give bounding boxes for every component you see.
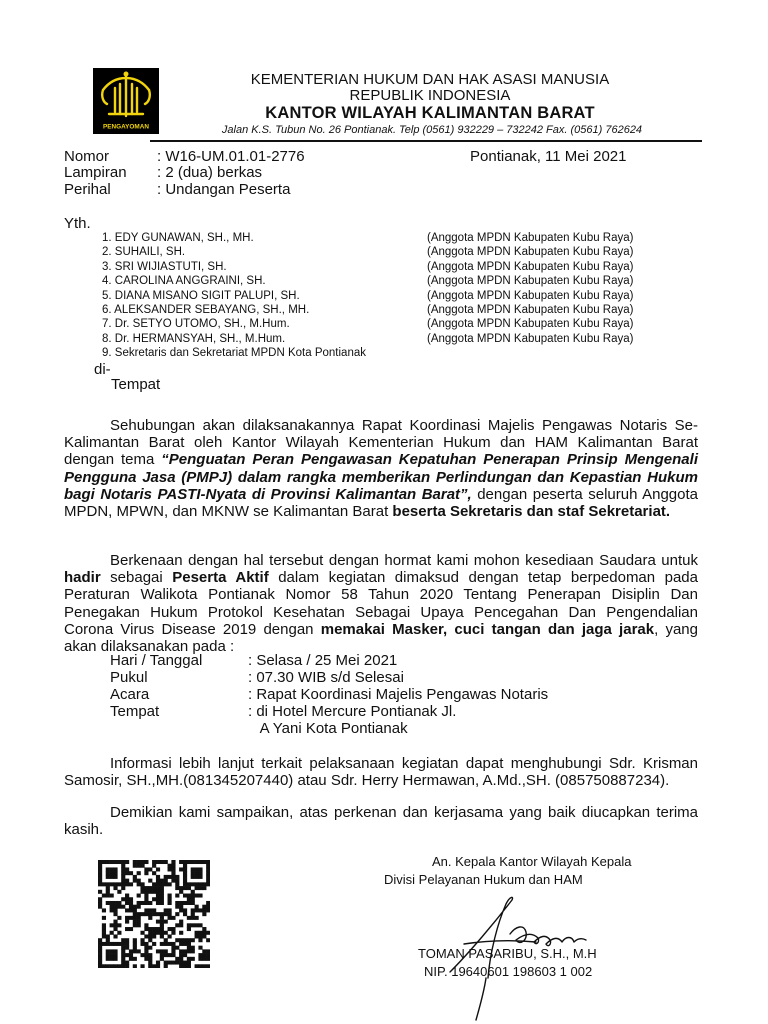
detail-row [110, 703, 457, 720]
list-item [102, 317, 682, 331]
recipient-name: 2. SUHAILI, SH. [102, 246, 186, 259]
p1-bold-end: beserta Sekretaris dan staf Sekretariat. [392, 503, 671, 521]
perihal-value: : Undangan Peserta [157, 181, 291, 198]
recipient-name: 7. Dr. SETYO UTOMO, SH., M.Hum. [102, 318, 290, 331]
list-item [102, 274, 682, 288]
detail-label: Acara [110, 686, 150, 703]
p1-text-a: Sehubungan akan dilaksanakannya Rapat Koordinasi Majelis Pengawas Notaris Se-Kalimantan Barat oleh Kantor Wilayah Kementerian Hukum dan HAM Kalimantan Barat dengan tema [64, 417, 698, 469]
lampiran-value: : 2 (dua) berkas [157, 164, 263, 181]
signature-line2: Divisi Pelayanan Hukum dan HAM [384, 872, 583, 887]
di-label: di- [94, 361, 111, 378]
event-details [110, 652, 549, 737]
p2-text-d: , yang akan dilaksanakan pada : [64, 620, 698, 656]
list-item [102, 346, 682, 360]
recipient-name: 8. Dr. HERMANSYAH, SH., M.Hum. [102, 332, 286, 345]
p2-text-a: Berkenaan dengan hal tersebut dengan hormat kami mohon kesediaan Saudara untuk [110, 552, 698, 569]
nomor-label: Nomor [64, 148, 110, 165]
lampiran-label: Lampiran [64, 164, 127, 181]
logo-text: PENGAYOMAN [103, 123, 149, 131]
list-item [102, 260, 682, 274]
p2-text-c: dalam kegiatan dimaksud dengan tetap berpedoman pada Peraturan Walikota Pontianak Nomor 58 Tahun 2020 Tentang Penerapan Disiplin Dan Penegakan Hukum Protokol Kesehatan Sebagai Upaya Pencegahan Dan Pengendalian Corona Virus Disease 2019 dengan [64, 569, 698, 638]
list-item [102, 231, 682, 245]
country-name: REPUBLIK INDONESIA [349, 87, 511, 104]
detail-label: Pukul [110, 669, 148, 686]
p1-text-b: dengan peserta seluruh Anggota MPDN, MPWN, dan MKNW se Kalimantan Barat [64, 485, 698, 521]
recipient-name: 9. Sekretaris dan Sekretariat MPDN Kota Pontianak [102, 347, 366, 360]
pengayoman-logo [93, 68, 159, 134]
detail-row [110, 652, 398, 669]
paragraph-contact [64, 755, 698, 789]
list-item [102, 303, 682, 317]
recipient-list [102, 231, 682, 361]
recipient-note: (Anggota MPDN Kabupaten Kubu Raya) [427, 332, 634, 345]
detail-value: : di Hotel Mercure Pontianak Jl. [248, 703, 457, 720]
list-item [102, 289, 682, 303]
recipient-name: 4. CAROLINA ANGGRAINI, SH. [102, 275, 266, 288]
p2-peserta: Peserta Aktif [172, 569, 269, 587]
qr-code-icon [98, 860, 210, 968]
detail-row [110, 720, 408, 737]
recipient-note: (Anggota MPDN Kabupaten Kubu Raya) [427, 318, 634, 331]
recipient-name: 5. DIANA MISANO SIGIT PALUPI, SH. [102, 289, 300, 302]
office-name: KANTOR WILAYAH KALIMANTAN BARAT [265, 104, 595, 122]
recipient-note: (Anggota MPDN Kabupaten Kubu Raya) [427, 246, 634, 259]
recipient-note: (Anggota MPDN Kabupaten Kubu Raya) [427, 289, 634, 302]
recipient-name: 6. ALEKSANDER SEBAYANG, SH., MH. [102, 303, 310, 316]
perihal-label: Perihal [64, 181, 111, 198]
paragraph-closing [64, 804, 698, 838]
office-address: Jalan K.S. Tubun No. 26 Pontianak. Telp (0561) 932229 – 732242 Fax. (0561) 762624 [221, 124, 643, 136]
detail-value: : Rapat Koordinasi Majelis Pengawas Notaris [248, 686, 549, 703]
detail-row [110, 669, 404, 686]
recipient-note: (Anggota MPDN Kabupaten Kubu Raya) [427, 303, 634, 316]
qr-code [98, 860, 210, 968]
detail-label: Tempat [110, 703, 160, 720]
p2-hadir: hadir [64, 569, 101, 587]
nomor-value: : W16-UM.01.01-2776 [157, 148, 305, 165]
p1-theme: “Penguatan Peran Pengawasan Kepatuhan Penerapan Prinsip Mengenali Pengguna Jasa (PMPJ) dalam rangka memberikan Perlindungan dan Kepastian Hukum bagi Notaris PASTI-Nyata di Provinsi Kalimantan Barat”, [64, 451, 698, 503]
letterhead-divider [150, 140, 702, 142]
ministry-name: KEMENTERIAN HUKUM DAN HAK ASASI MANUSIA [250, 71, 610, 88]
p3-text: Informasi lebih lanjut terkait pelaksanaan kegiatan dapat menghubungi Sdr. Krisman Samosir, SH.,MH.(081345207440) atau Sdr. Herry Hermawan, A.Md.,SH. (085750887234). [64, 755, 698, 790]
detail-value: : Selasa / 25 Mei 2021 [248, 652, 398, 669]
tempat-label: Tempat [111, 376, 161, 393]
signatory-name: TOMAN PASARIBU, S.H., M.H [418, 946, 597, 961]
recipient-note: (Anggota MPDN Kabupaten Kubu Raya) [427, 275, 634, 288]
detail-value: A Yani Kota Pontianak [248, 720, 408, 737]
detail-label: Hari / Tanggal [110, 652, 203, 669]
recipient-note: (Anggota MPDN Kabupaten Kubu Raya) [427, 260, 634, 273]
recipient-note: (Anggota MPDN Kabupaten Kubu Raya) [427, 232, 634, 244]
p4-text: Demikian kami sampaikan, atas perkenan dan kerjasama yang baik diucapkan terima kasih. [64, 804, 698, 839]
pengayoman-emblem-icon [93, 68, 159, 134]
recipient-name: 3. SRI WIJIASTUTI, SH. [102, 260, 227, 273]
paragraph-intro [64, 417, 698, 520]
salutation: Yth. [64, 215, 91, 232]
signatory-nip: NIP. 19640601 198603 1 002 [424, 964, 593, 979]
list-item [102, 332, 682, 346]
p2-text-b: sebagai [100, 569, 173, 587]
paragraph-request [64, 552, 698, 655]
detail-value: : 07.30 WIB s/d Selesai [248, 669, 404, 686]
place-date: Pontianak, 11 Mei 2021 [470, 148, 627, 165]
list-item [102, 245, 682, 259]
signature-line1: An. Kepala Kantor Wilayah Kepala [432, 854, 632, 869]
recipient-name: 1. EDY GUNAWAN, SH., MH. [102, 232, 254, 244]
detail-row [110, 686, 549, 703]
p2-masker: memakai Masker, cuci tangan dan jaga jarak [320, 620, 655, 638]
